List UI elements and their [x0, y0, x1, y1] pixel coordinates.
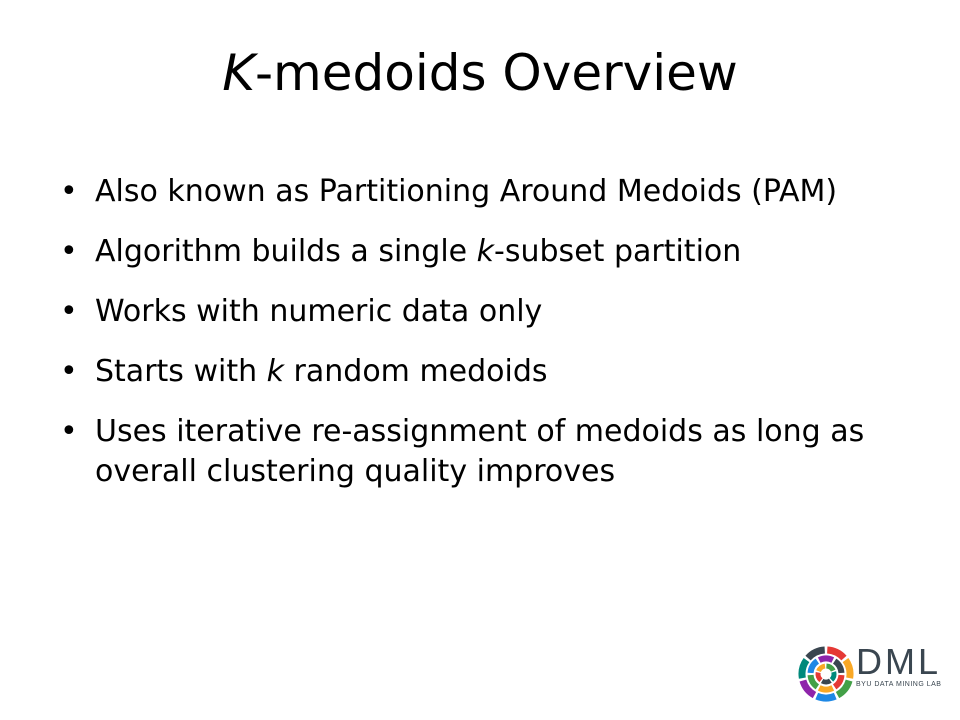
bullet-list [60, 172, 880, 512]
logo-ring-segment [811, 661, 818, 673]
bullet-dot-icon: • [60, 414, 78, 449]
bullet-text-prefix: Starts with [95, 354, 267, 389]
logo-ring-segment [826, 666, 833, 671]
logo-ring-segment [835, 661, 842, 673]
bullet-dot-icon: • [60, 354, 78, 389]
bullet-text: Also known as Partitioning Around Medoids (PAM) [95, 174, 838, 209]
bullet-item [60, 412, 880, 492]
logo-ring-segment [817, 696, 836, 698]
logo-ring-segment [819, 666, 826, 671]
bullet-dot-icon: • [60, 294, 78, 329]
logo-ring-segment [818, 672, 821, 680]
logo-ring-segment [831, 672, 834, 680]
title-text: -medoids Overview [254, 44, 738, 102]
logo-text: DML [856, 641, 942, 682]
logo-ring-segment [819, 659, 833, 661]
logo-inner-ring [818, 666, 834, 682]
bullet-item [60, 352, 880, 392]
bullet-item [60, 292, 880, 332]
logo-ring-segment [846, 660, 850, 678]
logo-ring-segment [819, 688, 833, 690]
dml-logo [798, 634, 948, 714]
logo-ring-segment [802, 660, 806, 678]
logo-ring-segment [822, 681, 830, 682]
title-italic-k: K [222, 44, 255, 102]
bullet-item [60, 172, 880, 212]
dml-ring-logo-icon [798, 634, 854, 714]
bullet-text: Uses iterative re-assignment of medoids as long as overall clustering quality improves [95, 414, 865, 489]
logo-subtitle: BYU DATA MINING LAB [856, 681, 942, 688]
logo-middle-ring [811, 659, 842, 690]
bullet-item [60, 232, 880, 272]
bullet-text-suffix: random medoids [284, 354, 548, 389]
bullet-text-suffix: -subset partition [494, 234, 742, 269]
bullet-dot-icon: • [60, 174, 78, 209]
slide-title [0, 38, 960, 108]
bullet-text-k: k [476, 234, 495, 269]
bullet-dot-icon: • [60, 234, 78, 269]
bullet-text-k: k [266, 354, 285, 389]
bullet-text: Works with numeric data only [95, 294, 543, 329]
bullet-text-prefix: Algorithm builds a single [95, 234, 477, 269]
